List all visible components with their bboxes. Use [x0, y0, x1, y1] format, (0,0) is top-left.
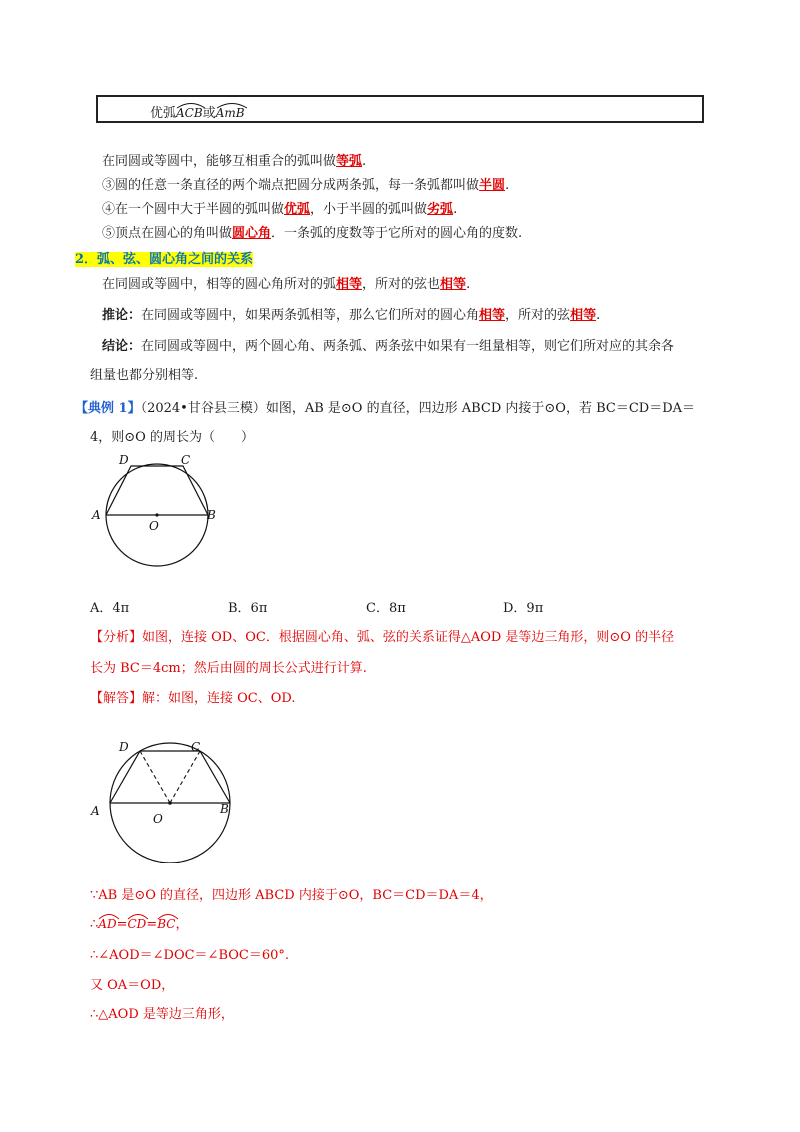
conclusion-paragraph: 结论：在同圆或等圆中，两个圆心角、两条弧、两条弦中如果有一组量相等，则它们所对应的其余各 — [102, 339, 675, 354]
solution-step-1: ∵AB 是⊙O 的直径，四边形 ABCD 内接于⊙O，BC＝CD＝DA＝4， — [90, 888, 493, 903]
segment-oc — [170, 751, 200, 803]
major-arc-notation — [150, 102, 245, 121]
label-a-2: A — [91, 804, 100, 818]
label-o: O — [149, 519, 159, 533]
def-line-major-minor: ④在一个圆中大于半圆的弧叫做优弧，小于半圆的弧叫做劣弧. — [102, 202, 458, 217]
center-point — [155, 513, 158, 516]
major-arc-label: 优弧 — [150, 106, 177, 121]
def-line-central-angle: ⑤顶点在圆心的角叫做圆心角．一条弧的度数等于它所对的圆心角的度数. — [102, 226, 523, 241]
option-b: B．6π — [228, 601, 268, 616]
solution-step-2: ∴ AD= CD= BC， — [90, 913, 188, 932]
label-c-2: C — [191, 740, 201, 754]
option-c: C．8π — [366, 601, 406, 616]
definition-box — [96, 95, 704, 123]
label-a: A — [92, 508, 101, 522]
arc-acb: ACB — [176, 103, 203, 120]
quad-abcd-solution — [110, 751, 230, 803]
analysis-line2: 长为 BC＝4cm；然后由圆的周长公式进行计算. — [90, 661, 367, 676]
label-b-2: B — [220, 802, 229, 816]
label-c: C — [181, 453, 191, 467]
label-d-2: D — [119, 740, 129, 754]
figure-solution — [85, 733, 245, 863]
example-stem-line1: 【典例 1】（2024•甘谷县三模）如图，AB 是⊙O 的直径，四边形 ABCD 内接于⊙O，若 BC＝CD＝DA＝ — [75, 401, 696, 416]
corollary-paragraph: 推论：在同圆或等圆中，如果两条弧相等，那么它们所对的圆心角相等，所对的弦相等. — [102, 308, 601, 323]
figure-circle-quadrilateral — [85, 448, 235, 598]
label-d: D — [119, 453, 129, 467]
or-text: 或 — [202, 106, 216, 121]
center-point-solution — [168, 801, 172, 805]
segment-od — [140, 751, 170, 803]
solution-step-3: ∴∠AOD＝∠DOC＝∠BOC＝60°. — [90, 948, 290, 963]
def-line-semicircle: ③圆的任意一条直径的两个端点把圆分成两条弧，每一条弧都叫做半圆. — [102, 178, 510, 193]
conclusion-continuation: 组量也都分别相等. — [90, 368, 199, 383]
theorem-paragraph: 在同圆或等圆中，相等的圆心角所对的弧相等，所对的弦也相等. — [102, 277, 471, 292]
section-heading: 2．弧、弦、圆心角之间的关系 — [75, 252, 254, 267]
option-d: D．9π — [503, 601, 544, 616]
example-stem-line2: 4，则⊙O 的周长为（ ） — [90, 430, 254, 445]
arc-amb: AmB — [216, 103, 245, 120]
def-line-equal-arc: 在同圆或等圆中，能够互相重合的弧叫做等弧. — [102, 154, 367, 169]
label-b: B — [207, 508, 216, 522]
quad-abcd-sides — [106, 466, 208, 515]
solution-step-4: 又 OA＝OD， — [90, 978, 175, 993]
solution-step-5: ∴△AOD 是等边三角形， — [90, 1007, 234, 1022]
option-a: A．4π — [90, 601, 130, 616]
label-o-2: O — [153, 812, 163, 826]
answer-intro: 【解答】解：如图，连接 OC、OD. — [90, 691, 296, 706]
analysis-line1: 【分析】如图，连接 OD、OC．根据圆心角、弧、弦的关系证得△AOD 是等边三角形，则⊙O 的半径 — [90, 630, 675, 645]
